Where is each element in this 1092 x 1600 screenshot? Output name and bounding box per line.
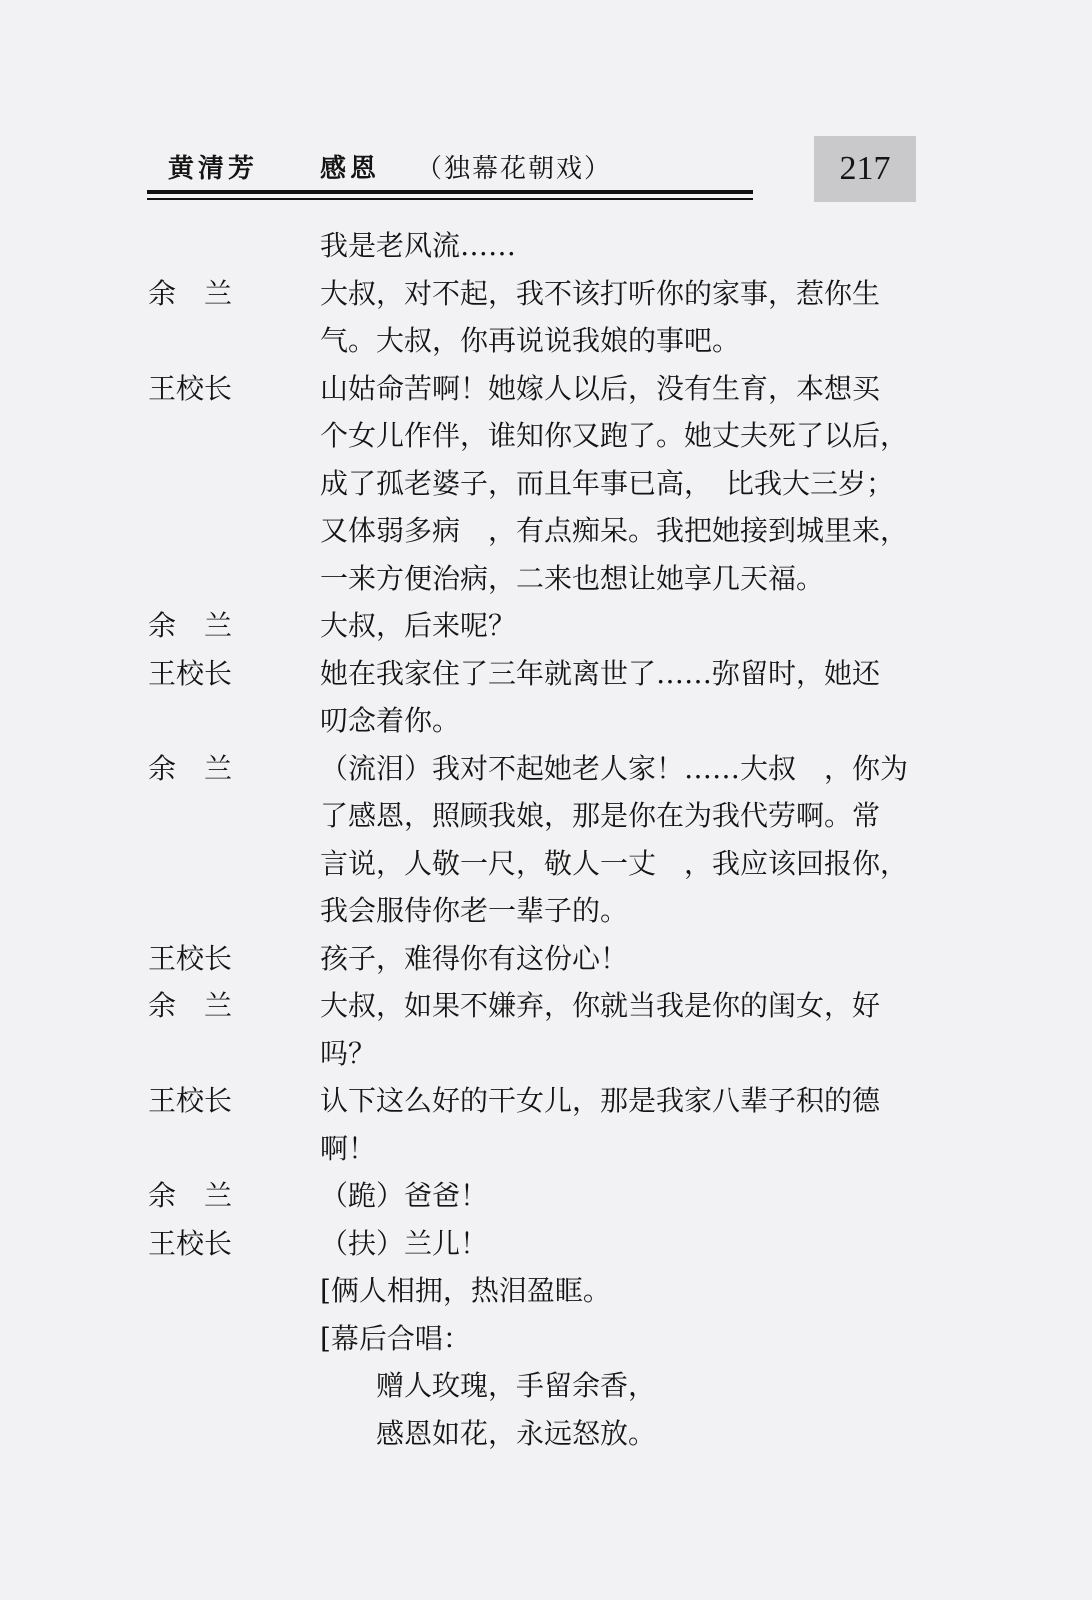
script-line: 山姑命苦啊！她嫁人以后，没有生育，本想买 [320, 371, 881, 405]
speaker-name: 余 兰 [148, 1179, 233, 1212]
speaker-name: 余 兰 [148, 276, 233, 310]
speaker-name: 余 兰 [148, 751, 233, 785]
speaker-name: 王校长 [148, 1084, 233, 1117]
script-line: 言说，人敬一尺，敬人一丈 ，我应该回报你， [320, 846, 909, 880]
script-line: 啊！ [320, 1131, 377, 1165]
script-line: （跪）爸爸！ [320, 1179, 489, 1212]
script-line: 吗？ [320, 1036, 377, 1070]
script-line: 我会服侍你老一辈子的。 [320, 894, 629, 927]
speaker-name: 王校长 [148, 1226, 233, 1260]
script-line: 认下这么好的干女儿，那是我家八辈子积的德 [320, 1084, 881, 1117]
header-title: 感恩 [320, 154, 381, 184]
speaker-name: 余 兰 [148, 989, 233, 1022]
running-header [148, 140, 748, 184]
header-rule-thin [147, 198, 753, 200]
header-subtitle: （独幕花朝戏） [416, 154, 613, 184]
script-line: 大叔，对不起，我不该打听你的家事，惹你生 [320, 276, 881, 310]
script-line: [俩人相拥，热泪盈眶。 [320, 1274, 611, 1307]
script-line: 大叔，如果不嫌弃，你就当我是你的闺女，好 [320, 989, 881, 1022]
script-line: 孩子，难得你有这份心！ [320, 941, 629, 975]
script-line: 又体弱多病 ，有点痴呆。我把她接到城里来， [320, 514, 909, 547]
script-line: 一来方便治病，二来也想让她享几天福。 [320, 561, 825, 595]
page-number: 217 [814, 136, 916, 202]
script-line: 叨念着你。 [320, 704, 461, 737]
script-line: 大叔，后来呢？ [320, 609, 517, 642]
script-line: 了感恩，照顾我娘，那是你在为我代劳啊。常 [320, 799, 881, 832]
script-line: （扶）兰儿！ [320, 1226, 489, 1260]
speaker-name: 王校长 [148, 656, 233, 690]
script-line: 我是老风流…… [320, 229, 517, 262]
script-line: （流泪）我对不起她老人家！……大叔 ，你为 [320, 751, 909, 785]
script-line: 成了孤老婆子，而且年事已高， 比我大三岁； [320, 466, 895, 500]
script-line: 气。大叔，你再说说我娘的事吧。 [320, 324, 741, 357]
speaker-name: 余 兰 [148, 609, 233, 642]
script-line: 她在我家住了三年就离世了……弥留时，她还 [320, 656, 881, 690]
script-line: 感恩如花，永远怒放。 [320, 1416, 657, 1450]
speaker-name: 王校长 [148, 371, 233, 405]
header-rule-thick [147, 190, 753, 194]
script-line: 个女儿作伴，谁知你又跑了。她丈夫死了以后， [320, 419, 909, 452]
speaker-name: 王校长 [148, 941, 233, 975]
script-line: [幕后合唱： [320, 1321, 471, 1355]
script-line: 赠人玫瑰，手留余香， [320, 1369, 657, 1402]
header-author: 黄清芳 [168, 154, 259, 184]
